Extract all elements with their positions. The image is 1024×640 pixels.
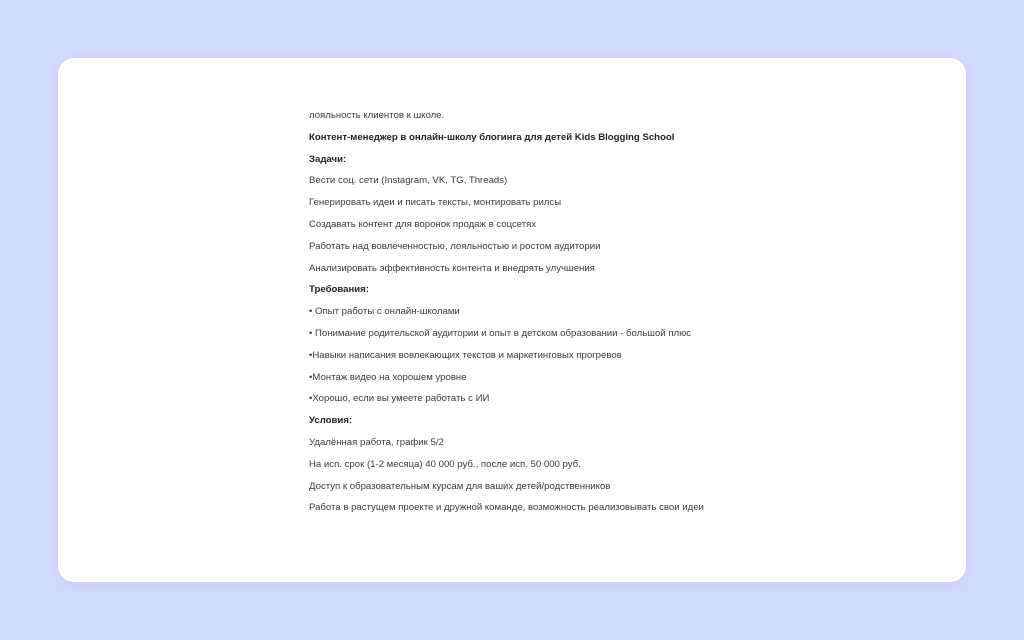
task-item: Генерировать идеи и писать тексты, монтировать рилсы	[309, 197, 562, 209]
section-heading-requirements: Требования:	[309, 284, 369, 296]
job-description-text	[309, 105, 909, 519]
condition-item: На исп. срок (1-2 месяца) 40 000 руб., после исп. 50 000 руб.	[309, 458, 581, 470]
text-line: лояльность клиентов к школе.	[309, 110, 445, 121]
condition-item: Доступ к образовательным курсам для ваших детей/родственников	[309, 480, 611, 492]
requirement-item: •Монтаж видео на хорошем уровне	[309, 371, 467, 383]
condition-item: Удалённая работа, график 5/2	[309, 436, 444, 448]
requirement-item: • Понимание родительской аудитории и опыт в детском образовании - большой плюс	[309, 327, 692, 339]
task-item: Вести соц. сети (Instagram, VK, TG, Threads)	[309, 175, 508, 187]
requirement-item: •Хорошо, если вы умеете работать с ИИ	[309, 393, 490, 405]
condition-item: Работа в растущем проекте и дружной команде, возможность реализовывать свои идеи	[309, 502, 704, 514]
task-item: Работать над вовлеченностью, лояльностью и ростом аудитории	[309, 240, 601, 252]
requirement-item: • Опыт работы с онлайн-школами	[309, 306, 460, 318]
job-title: Контент-менеджер в онлайн-школу блогинга для детей Kids Blogging School	[309, 131, 675, 143]
section-heading-conditions: Условия:	[309, 415, 353, 427]
task-item: Создавать контент для воронок продаж в соцсетях	[309, 218, 537, 230]
task-item: Анализировать эффективность контента и внедрять улучшения	[309, 262, 595, 274]
job-description-card	[58, 58, 966, 582]
requirement-item: •Навыки написания вовлекающих текстов и маркетинговых прогревов	[309, 349, 622, 361]
section-heading-tasks: Задачи:	[309, 153, 347, 165]
